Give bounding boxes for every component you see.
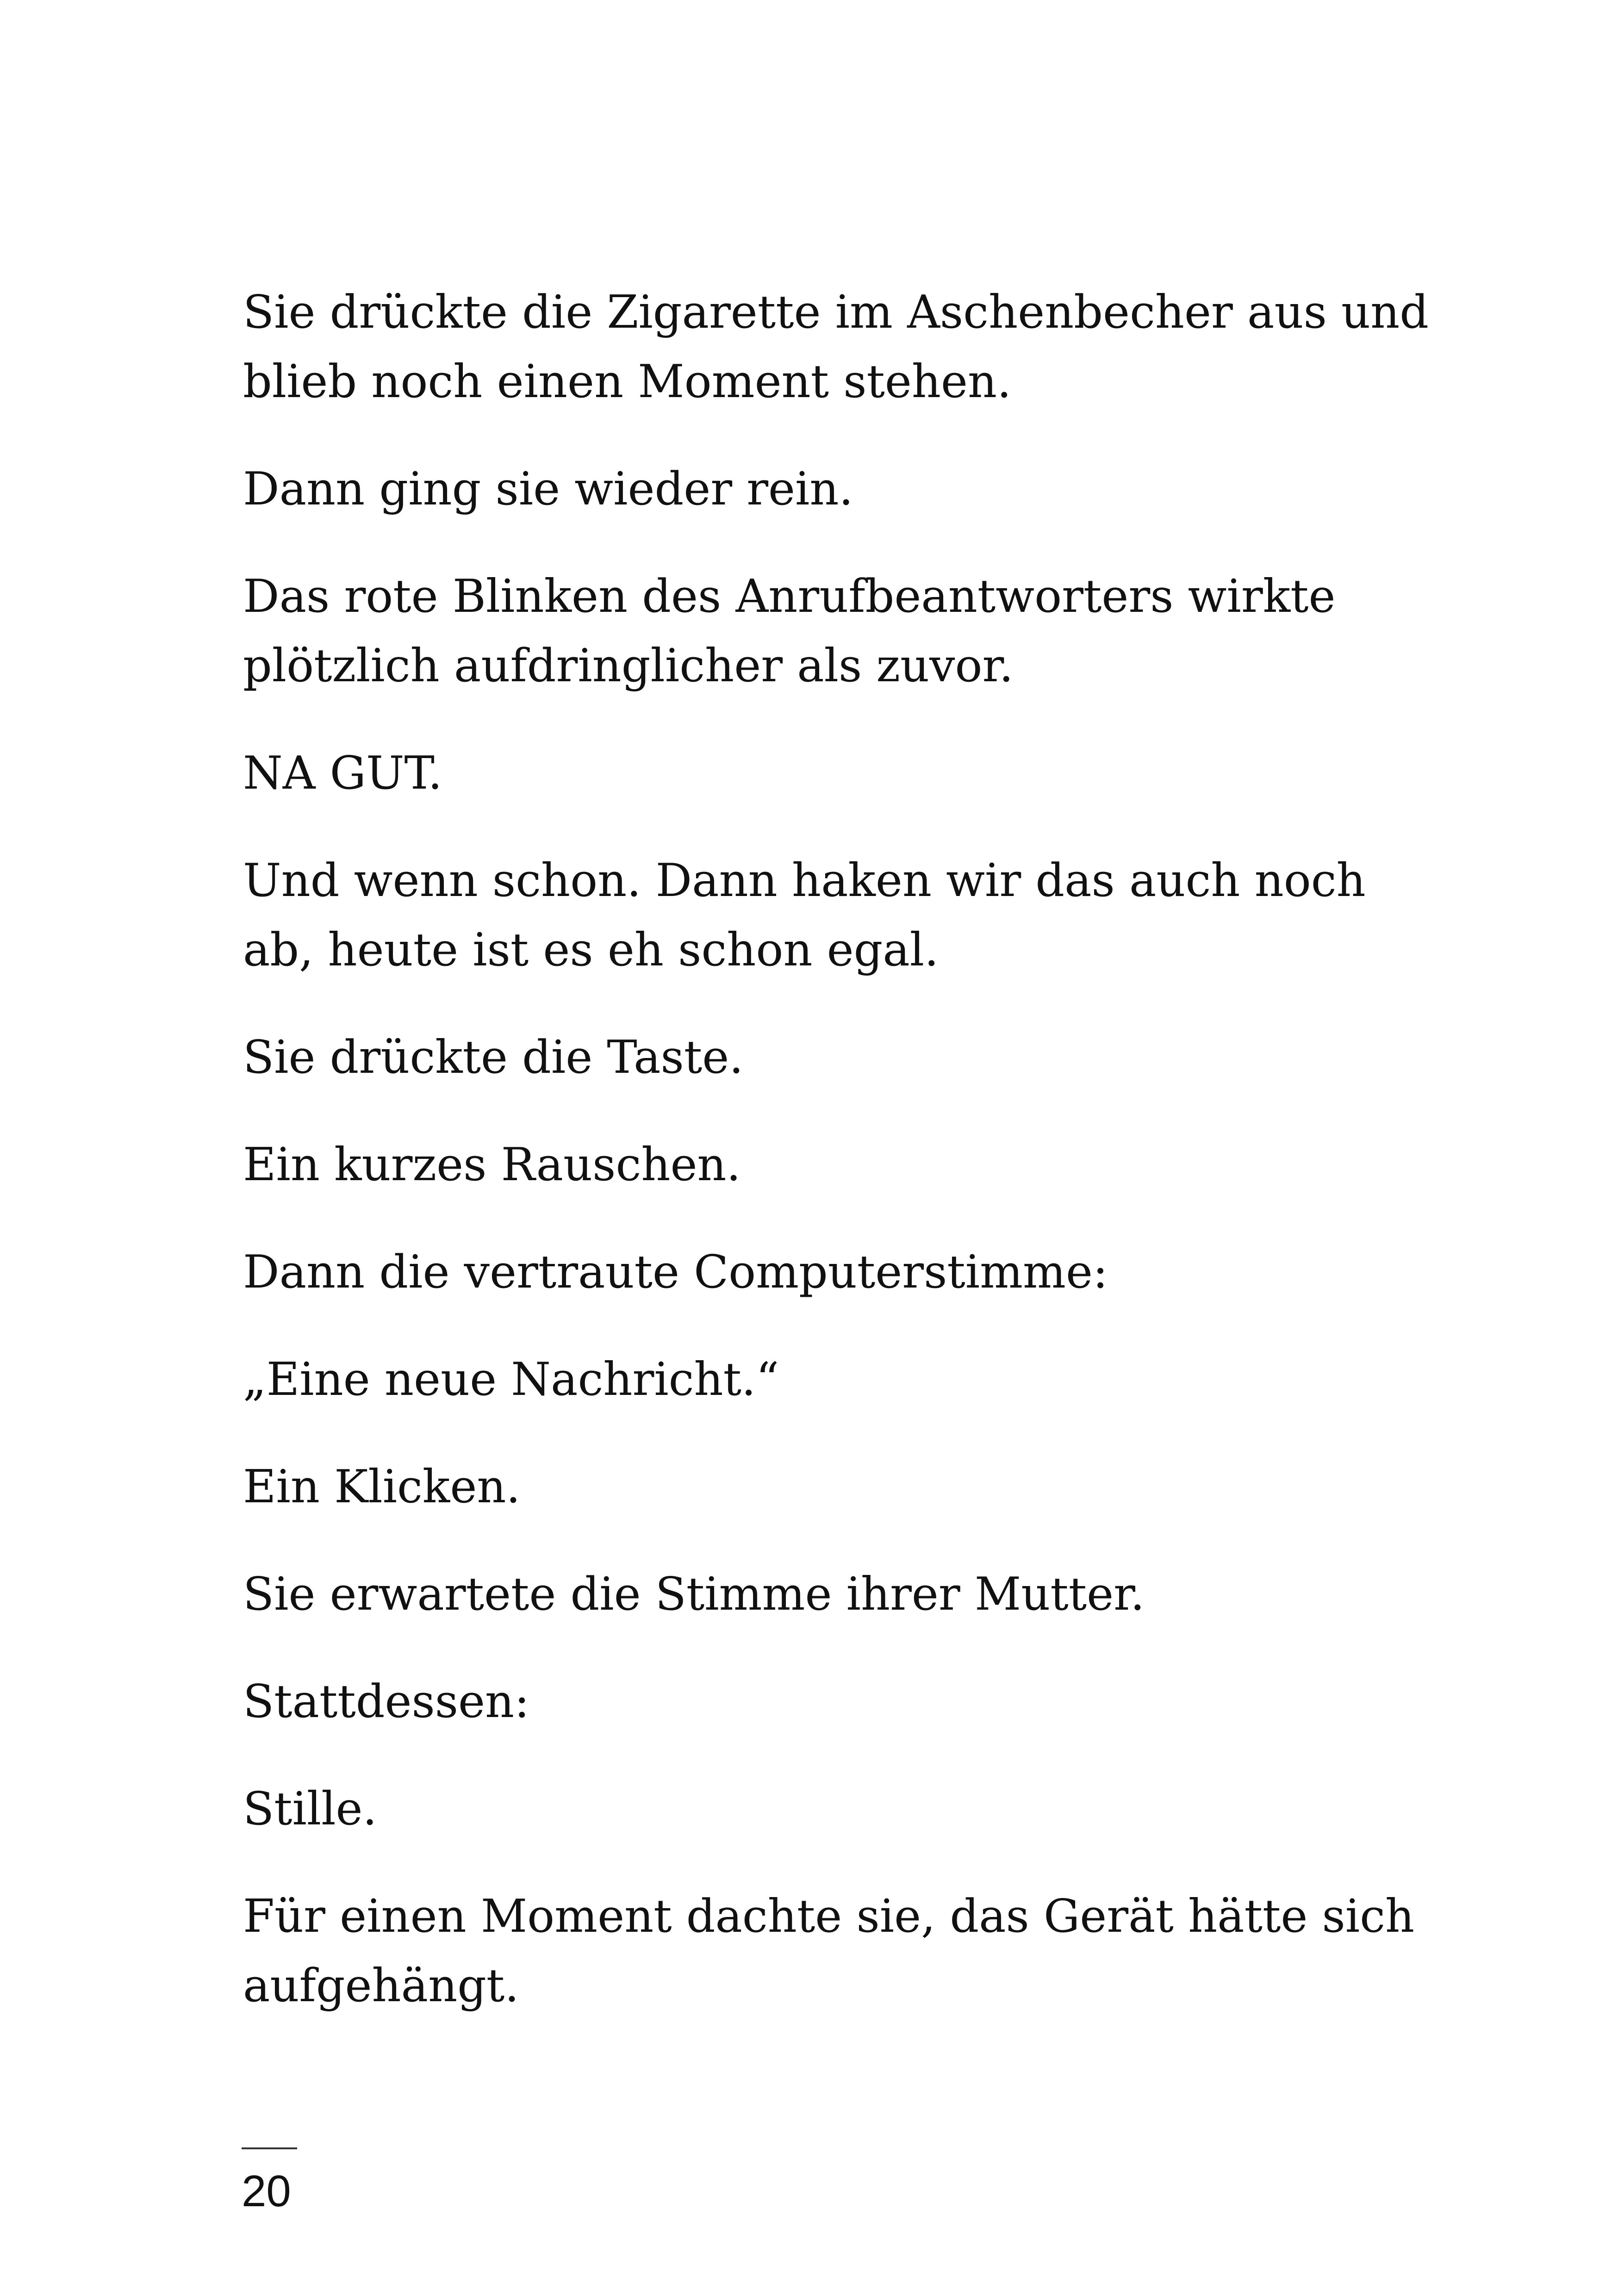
text-line: Das rote Blinken des Anrufbeantworters wirkte (243, 570, 1336, 623)
text-line: Stattdessen: (243, 1675, 530, 1728)
text-line: Dann ging sie wieder rein. (243, 463, 853, 516)
text-line: Ein kurzes Rauschen. (243, 1139, 741, 1191)
paragraph (243, 1774, 1354, 1844)
text-line: plötzlich aufdringlicher als zuvor. (243, 640, 1014, 692)
paragraph (243, 1023, 1354, 1092)
text-line: Dann die vertraute Computerstimme: (243, 1246, 1108, 1299)
text-line: Und wenn schon. Dann haken wir das auch noch (243, 854, 1366, 907)
paragraph (243, 1882, 1415, 2021)
text-line: ab, heute ist es eh schon egal. (243, 924, 939, 977)
paragraph (243, 278, 1429, 417)
text-line: NA GUT. (243, 747, 442, 800)
page-number: 20 (242, 2166, 291, 2216)
paragraph (243, 562, 1354, 701)
text-line: Sie drückte die Zigarette im Aschenbecher aus und (243, 286, 1429, 339)
paragraph (243, 1345, 1354, 1414)
body-text (243, 278, 1429, 2059)
paragraph (243, 846, 1366, 985)
paragraph (243, 454, 1354, 524)
text-line: Für einen Moment dachte sie, das Gerät hätte sich (243, 1890, 1415, 1943)
paragraph (243, 1130, 1354, 1200)
text-line: „Eine neue Nachricht.“ (243, 1353, 779, 1406)
paragraph (243, 1667, 1354, 1736)
footer-divider (242, 2147, 297, 2149)
paragraph (243, 1238, 1354, 1307)
paragraph (243, 739, 1354, 808)
paragraph (243, 1560, 1354, 1629)
text-line: Sie drückte die Taste. (243, 1031, 744, 1084)
text-line: blieb noch einen Moment stehen. (243, 355, 1012, 408)
paragraph (243, 1452, 1354, 1522)
text-line: Sie erwartete die Stimme ihrer Mutter. (243, 1568, 1145, 1621)
text-line: Ein Klicken. (243, 1461, 521, 1513)
text-line: aufgehängt. (243, 1960, 519, 2012)
text-line: Stille. (243, 1783, 377, 1836)
